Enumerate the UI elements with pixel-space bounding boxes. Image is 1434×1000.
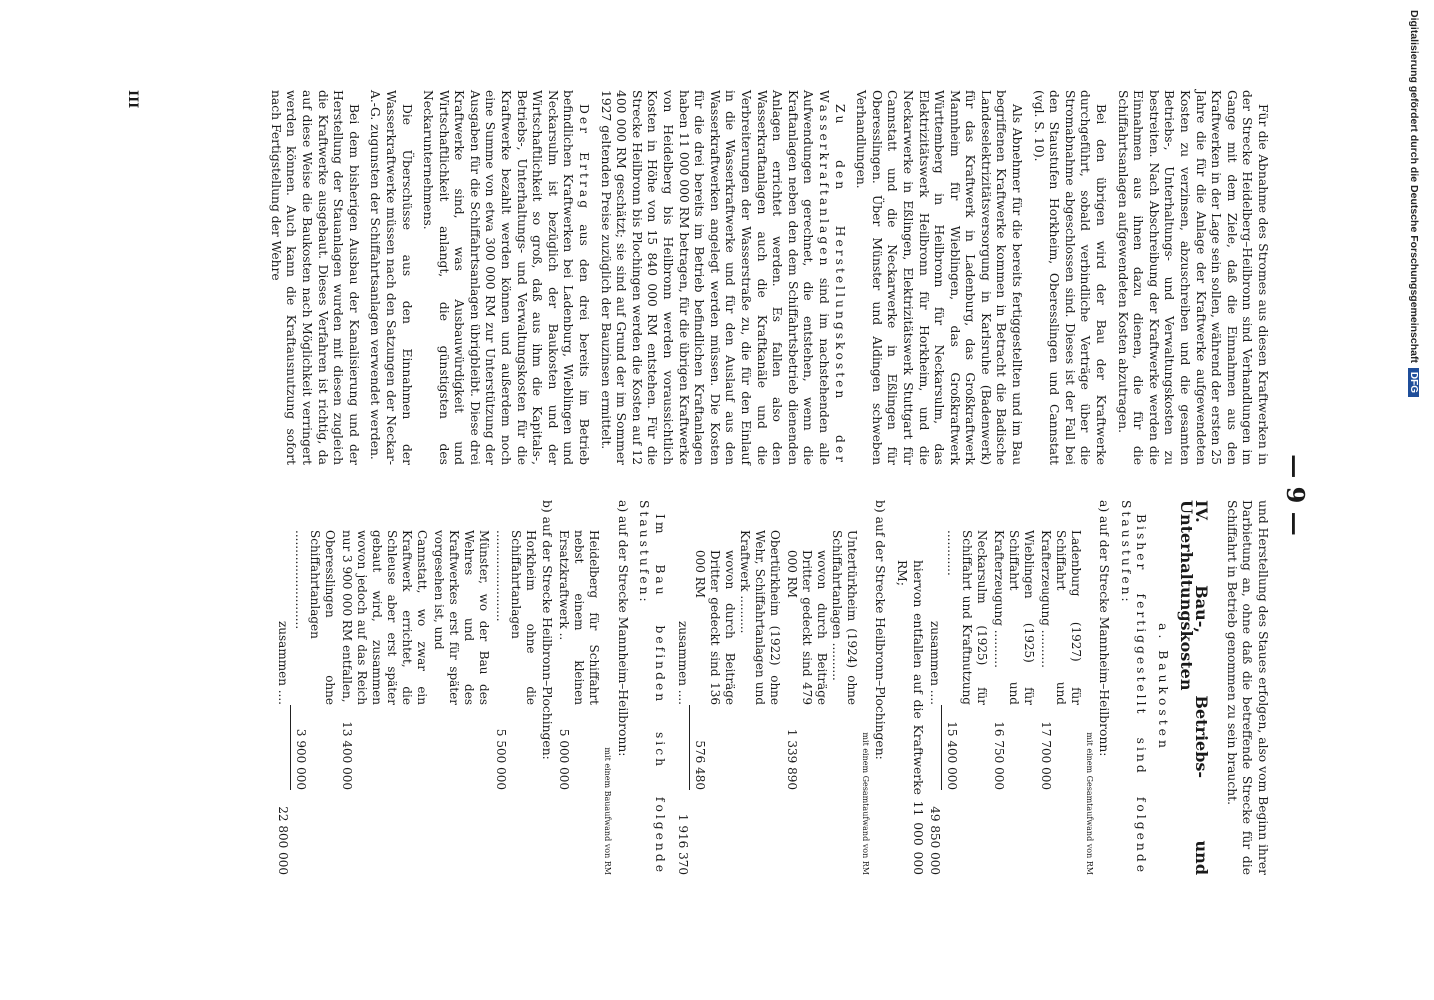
intro-completed: Bisher fertiggestellt sind folgende Staustufen: <box>1118 500 1149 875</box>
cost-row <box>492 500 539 875</box>
cost-amount: 15 400 000 <box>942 705 989 790</box>
cost-item: Obertürkheim (1922) ohne Wehr, Schiffahrtanlagen und Kraftwerk .......... <box>737 530 782 705</box>
amount-header: mit einem Gesamtaufwand von RM <box>860 732 870 875</box>
total-row <box>673 500 690 875</box>
cost-subnote: wovon durch Beiträge Dritter gedeckt sind 136 000 RM <box>692 550 737 705</box>
amount-header: mit einem Gesamtaufwand von RM <box>1084 732 1094 875</box>
cost-item: Münster, wo der Bau des Wehres und des Kraftwerkes erst für später vorgesehen ist, und <box>432 530 492 705</box>
cost-table-inbau-b <box>274 500 539 875</box>
section-title: IV. Bau-, Betriebs- und Unterhaltungskosten <box>1176 500 1212 875</box>
cost-amount: 5 500 000 <box>494 728 509 790</box>
document-page <box>110 90 1310 900</box>
total-label: zusammen .... <box>675 620 690 705</box>
cost-row <box>1036 500 1083 875</box>
paragraph <box>597 90 847 465</box>
group-a-label: a) auf der Strecke Mannheim–Heilbronn: <box>615 500 630 757</box>
emphasis-ertrag: Der Ertrag <box>577 104 592 212</box>
dfg-logo: DFG <box>1408 368 1419 397</box>
group-b-label: b) auf der Strecke Heilbronn–Plochingen: <box>540 500 555 760</box>
paragraph-text: sind im nachstehenden alle Aufwendungen gerechnet, die entstehen, wenn die Kraftanlagen neben den dem Schiffahrtsbetrieb dienenden Anlagen errichtet werden. Es fallen also den Wasserkraftanlagen auch die Kraftkanäle und die Verbreiterungen der Wasserstraße zu, die für den Einlauf in die Wasserkraftwerke und für den Auslauf aus den Wasserkraftwerken angelegt werden müssen. Die Kosten für die drei bereits im Betrieb befindlichen Kraftanlagen haben 11 000 000 RM betragen, für die übrigen Kraftwerke von Heidelberg bis Heilbronn werden voraussichtlich Kosten in Höhe von 15 840 000 RM entstehen. Für die Strecke Heilbronn bis Plochingen werden die Kosten auf 12 400 000 RM geschätzt; sie sind auf Grund der im Sommer 1927 geltenden Preise zuzüglich der Bauzinsen ermittelt. <box>598 90 831 465</box>
cost-table-b <box>673 500 859 875</box>
intro-under-construction: Im Bau befinden sich folgende Staustufen: <box>637 500 667 875</box>
paragraph: Die Überschüsse aus den Einnahmen der Wasserkraftwerke müssen nach den Satzungen der Neckar-A.-G. zugunsten der Schiffahrtsanlagen verwendet werden. <box>368 90 414 465</box>
subsection-title: a. Baukosten <box>1156 623 1171 752</box>
group-b-label: b) auf der Strecke Heilbronn–Plochingen: <box>873 500 888 760</box>
caption-text: Digitalisierung gefördert durch die Deutsche Forschungsgemeinschaft <box>1408 10 1420 363</box>
cost-item: Heidelberg für Schiffahrt nebst einem kleinen Ersatzkraftwerk .. <box>557 530 602 705</box>
cost-item: Cannstatt, wo zwar ein Kraftwerk errichtet, die Schleuse aber erst später gebaut wird, zusammen wovon jedoch auf das Reich nur 3 900 000 RM entfallen, <box>340 530 430 705</box>
paragraph-text: aus den drei bereits im Betrieb befindlichen Kraftwerken bei Ladenburg, Wieblingen und Neckarsulm ist bezüglich der Baukosten und der Wirtschaftlichkeit so groß, daß aus ihm die Kapitals-, Betriebs-, Unterhaltungs- und Verwaltungskosten für die Kraftwerke bezahlt werden können und außerdem noch eine Summe von etwa 300 000 RM zur Unterstützung der Ausgaben für die Schiffahrtsanlagen übrigbleibt. Diese drei Kraftwerke sind, was Ausbauwürdigkeit und Wirtschaftlichkeit anlangt, die günstigsten des Neckarunternehmens. <box>421 90 592 465</box>
cost-row <box>690 500 782 875</box>
cost-amount: 3 900 000 <box>291 705 338 790</box>
cost-amount: 16 750 000 <box>991 721 1006 790</box>
right-column <box>274 500 1271 875</box>
cost-item: Ladenburg (1927) für Schiffahrt und Krafterzeugung .......... <box>1038 530 1083 705</box>
cost-row <box>989 500 1036 875</box>
cost-item: Neckarsulm (1925) für Schiffahrt und Kraftnutzung ............ <box>944 530 989 705</box>
group-a-label: a) auf der Strecke Mannheim–Heilbronn: <box>1097 500 1112 757</box>
cost-amount: 13 400 000 <box>340 721 355 790</box>
total-amount: 1 916 370 <box>675 813 690 875</box>
cost-item: Untertürkheim (1924) ohne Schiffahrtanlagen .......... <box>829 530 859 705</box>
cost-amount: 576 480 <box>690 705 782 790</box>
cost-row <box>782 500 859 875</box>
paragraph: Bei dem bisherigen Ausbau der Kanalisierung und der Herstellung der Stauanlagen wurden mit diesen zugleich die Kraftwerke ausgebaut. Dieses Verfahren ist richtig, da auf diese Weise die Baukosten nach Möglichkeit verringert werden können. Auch kann die Kraftausnutzung sofort nach Fertigstellung der Wehre <box>268 90 361 465</box>
printer-signature-mark: III <box>125 90 140 109</box>
cost-item: Oberesslingen ohne Schiffahrtanlagen .......................... <box>293 530 338 705</box>
page-number: — 9 — <box>1281 454 1310 536</box>
cost-subnote: wovon durch Beiträge Dritter gedeckt sind 479 000 RM <box>784 550 829 705</box>
note: hiervon entfallen auf die Kraftwerke 11 000 000 RM; <box>895 560 925 875</box>
cost-row <box>291 500 338 875</box>
paragraph: Für die Abnahme des Stromes aus diesen Kraftwerken in der Strecke Heidelberg–Heilbronn sind Verhandlungen im Gange mit dem Ziele, daß die Einnahmen aus den Kraftwerken in der Lage sein sollen, während der ersten 25 Jahre die für die Anlage der Kraftwerke aufgewendeten Kosten zu verzinsen, abzuschreiben und die gesamten Betriebs-, Unterhaltungs- und Verwaltungskosten zu bestreiten. Nach Abschreibung der Kraftwerke werden die Einnahmen aus ihnen dazu dienen, die für die Schiffahrtsanlagen aufgewendeten Kosten abzutragen. <box>1115 90 1270 465</box>
paragraph: Bei den übrigen wird der Bau der Kraftwerke durchgeführt, sobald verbindliche Verträge über die Stromabnahme abgeschlossen sind. Dieses ist der Fall bei den Staustufen Horkheim, Oberesslingen und Cannstatt (vgl. S. 10). <box>1031 90 1109 465</box>
digitization-caption <box>1406 10 1420 710</box>
cost-row <box>942 500 989 875</box>
cost-table-inbau-a <box>554 500 601 875</box>
total-label: zusammen .... <box>276 620 291 705</box>
cost-amount <box>430 705 492 790</box>
cost-amount: 17 700 000 <box>1038 721 1053 790</box>
total-amount: 49 850 000 <box>927 806 942 875</box>
cost-row <box>430 500 492 875</box>
total-row <box>925 500 942 875</box>
left-column <box>261 90 1270 465</box>
paragraph: Als Abnehmer für die bereits fertiggestellten und im Bau begriffenen Kraftwerke kommen in Betracht die Badische Landeselektrizitätsversorgung in Karlsruhe (Badenwerk) für das Kraftwerk in Ladenburg, das Großkraftwerk Mannheim für Wieblingen, das Großkraftwerk Württemberg in Heilbronn für Neckarsulm, das Elektrizitätswerk Heilbronn für Horkheim, und die Neckarwerke in Eßlingen, Elektrizitätswerk Stuttgart für Cannstatt und die Neckarwerke in Eßlingen für Oberesslingen. Über Münster und Aldingen schweben Verhandlungen. <box>854 90 1025 465</box>
paragraph: und Herstellung des Staues erfolgen, also vom Beginn ihrer Darbietung an, ohne daß die betreffende Strecke für die Schiffahrt in Betrieb genommen zu sein braucht. <box>1224 500 1270 875</box>
emphasis-herstellungskosten: Zu den Herstellungskosten der Wasserkraftanlagen <box>816 90 847 465</box>
cost-amount: 5 000 000 <box>557 728 572 790</box>
total-amount: 22 800 000 <box>276 806 291 875</box>
cost-amount: 1 339 890 <box>784 728 799 790</box>
amount-header: mit einem Bauaufwand von RM <box>603 747 613 875</box>
cost-table-a <box>925 500 1083 875</box>
cost-row <box>554 500 601 875</box>
total-label: zusammen .... <box>927 620 942 705</box>
total-row <box>274 500 291 875</box>
cost-item: Wieblingen (1925) für Schiffahrt und Krafterzeugung .......... <box>991 530 1036 705</box>
cost-row <box>338 500 430 875</box>
paragraph <box>420 90 592 465</box>
cost-item: Horkheim ohne die Schiffahrtanlagen ........................ <box>494 530 539 705</box>
